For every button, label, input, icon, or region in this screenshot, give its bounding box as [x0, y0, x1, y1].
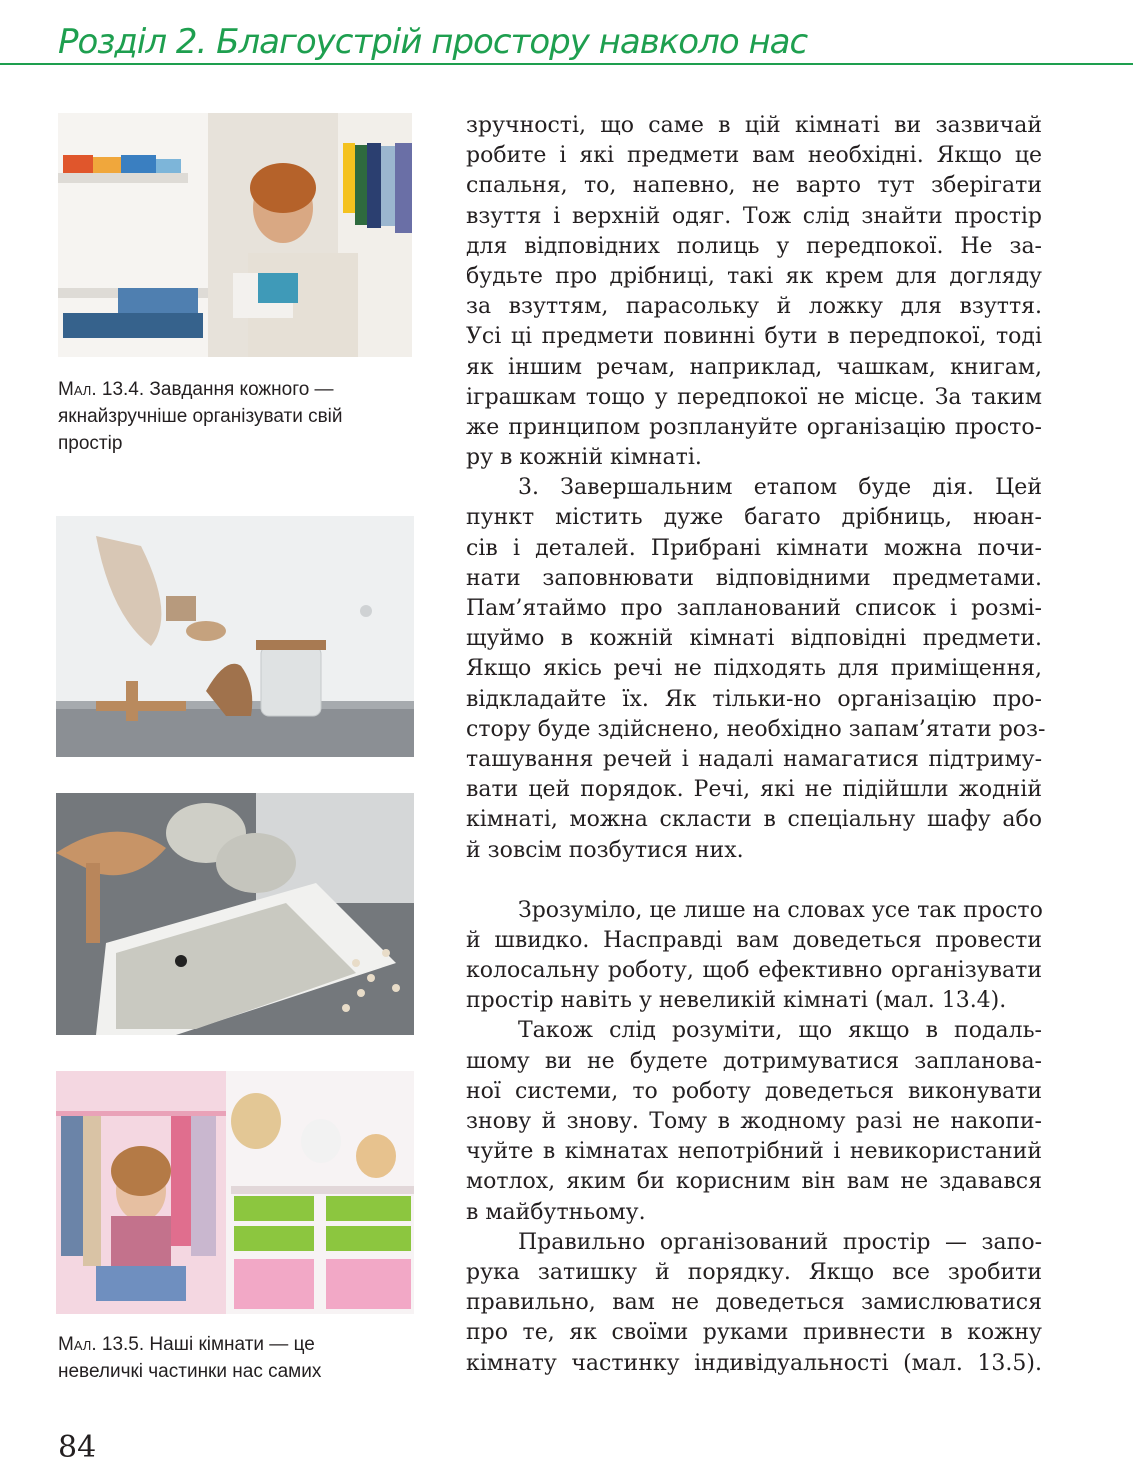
text-line: простір навіть у невеликій кімнаті (мал. 13.4). [466, 988, 1007, 1014]
text-line: Зрозуміло, це лише на словах усе так просто [518, 897, 1043, 923]
caption-line: Наші кімнати — це [149, 1334, 315, 1355]
text-line: Пам’ятаймо про запланований список і розмі- [466, 596, 1042, 621]
caption-line: Завдання кожного — [149, 379, 334, 400]
text-line: ташування речей і надалі намагатися підтриму- [466, 746, 1042, 772]
text-line: ру в кожній кімнаті. [466, 445, 702, 471]
text-line: в майбутньому. [466, 1199, 646, 1225]
header-rule [0, 63, 1133, 65]
main-text [466, 111, 1046, 1379]
photo-knitted-baby-clothes [56, 793, 414, 1035]
text-line: 3. Завершальним етапом буде дія. Цей [518, 475, 1042, 501]
photo-boy-folding-clothes [58, 113, 412, 357]
text-line: для відповідних полиць у передпокої. Не за- [466, 233, 1042, 259]
text-line: щуймо в кожній кімнаті відповідні предмети. [466, 626, 1042, 652]
text-line: правильно, вам не доведеться замислюватися [466, 1290, 1042, 1316]
text-line: про те, як своїми руками привнести в кожну [466, 1320, 1042, 1346]
text-line: пункт містить дуже багато дрібниць, нюан- [466, 505, 1042, 531]
text-line: кімнату частинку індивідуальності (мал. 13.5). [466, 1350, 1042, 1376]
text-line: Правильно організований простір — запо- [518, 1229, 1042, 1255]
text-line: стору буде здійснено, необхідно запам’ятати роз- [466, 716, 1046, 742]
text-line: колосальну роботу, щоб ефективно організувати [466, 958, 1042, 984]
text-line: відкладайте їх. Як тільки-но організацію про- [466, 686, 1042, 712]
caption-label: Мал. 13.4. [58, 379, 145, 400]
caption-line: якнайзручніше організувати свій [58, 406, 343, 427]
text-line: й зовсім позбутися них. [466, 837, 744, 863]
text-line: Якщо якісь речі не підходять для приміщення, [466, 656, 1042, 682]
caption-line: простір [58, 433, 123, 454]
text-line: ної системи, то роботу доведеться виконувати [466, 1078, 1042, 1104]
text-line: Усі ці предмети повинні бути в передпокої, тоді [466, 324, 1042, 350]
text-line: сів і деталей. Прибрані кімнати можна почи- [466, 535, 1042, 561]
text-line: рука затишку й порядку. Якщо все зробити [466, 1259, 1042, 1285]
text-line: мотлох, яким би корисним він вам не здавався [466, 1169, 1042, 1195]
text-line: взуття і верхній одяг. Тож слід знайти простір [466, 203, 1042, 229]
caption-line: невеличкі частинки нас самих [58, 1361, 322, 1382]
text-line: кімнаті, можна скласти в спеціальну шафу або [466, 807, 1042, 833]
text-line: робите і які предмети вам необхідні. Якщо це [466, 143, 1042, 169]
page-number: 84 [58, 1430, 97, 1465]
photo-shelf-wooden-toys [56, 516, 414, 757]
chapter-title: Розділ 2. Благоустрій простору навколо нас [58, 22, 808, 62]
text-line: знову й знову. Тому в жодному разі не накопи- [466, 1109, 1042, 1134]
text-line: чуйте в кімнатах непотрібний і невикористаний [466, 1139, 1042, 1165]
text-line: вати цей порядок. Речі, які не підійшли жодній [466, 777, 1042, 803]
text-line: спальня, то, напевно, не варто тут зберігати [466, 173, 1042, 199]
text-line: же принципом розплануйте організацію просто- [466, 414, 1042, 440]
text-line: шому ви не будете дотримуватися запланова- [466, 1048, 1042, 1074]
caption-fig-13-4 [58, 376, 398, 457]
text-line: нати заповнювати відповідними предметами. [466, 565, 1042, 591]
page-header [0, 0, 1133, 80]
caption-label: Мал. 13.5. [58, 1334, 145, 1355]
text-line: будьте про дрібниці, такі як крем для догляду [466, 263, 1042, 289]
text-line: зручності, що саме в цій кімнаті ви зазвичай [466, 113, 1042, 138]
text-line: Також слід розуміти, що якщо в подаль- [518, 1018, 1042, 1044]
text-line: й швидко. Насправді вам доведеться провести [466, 927, 1042, 953]
caption-fig-13-5 [58, 1331, 398, 1385]
photo-girl-in-wardrobe [56, 1071, 414, 1314]
text-line: як іншим речам, наприклад, чашкам, книгам, [466, 354, 1042, 380]
text-line: за взуттям, парасольку й ложку для взуття. [466, 294, 1042, 320]
text-line: іграшкам тощо у передпокої не місце. За таким [466, 384, 1042, 410]
